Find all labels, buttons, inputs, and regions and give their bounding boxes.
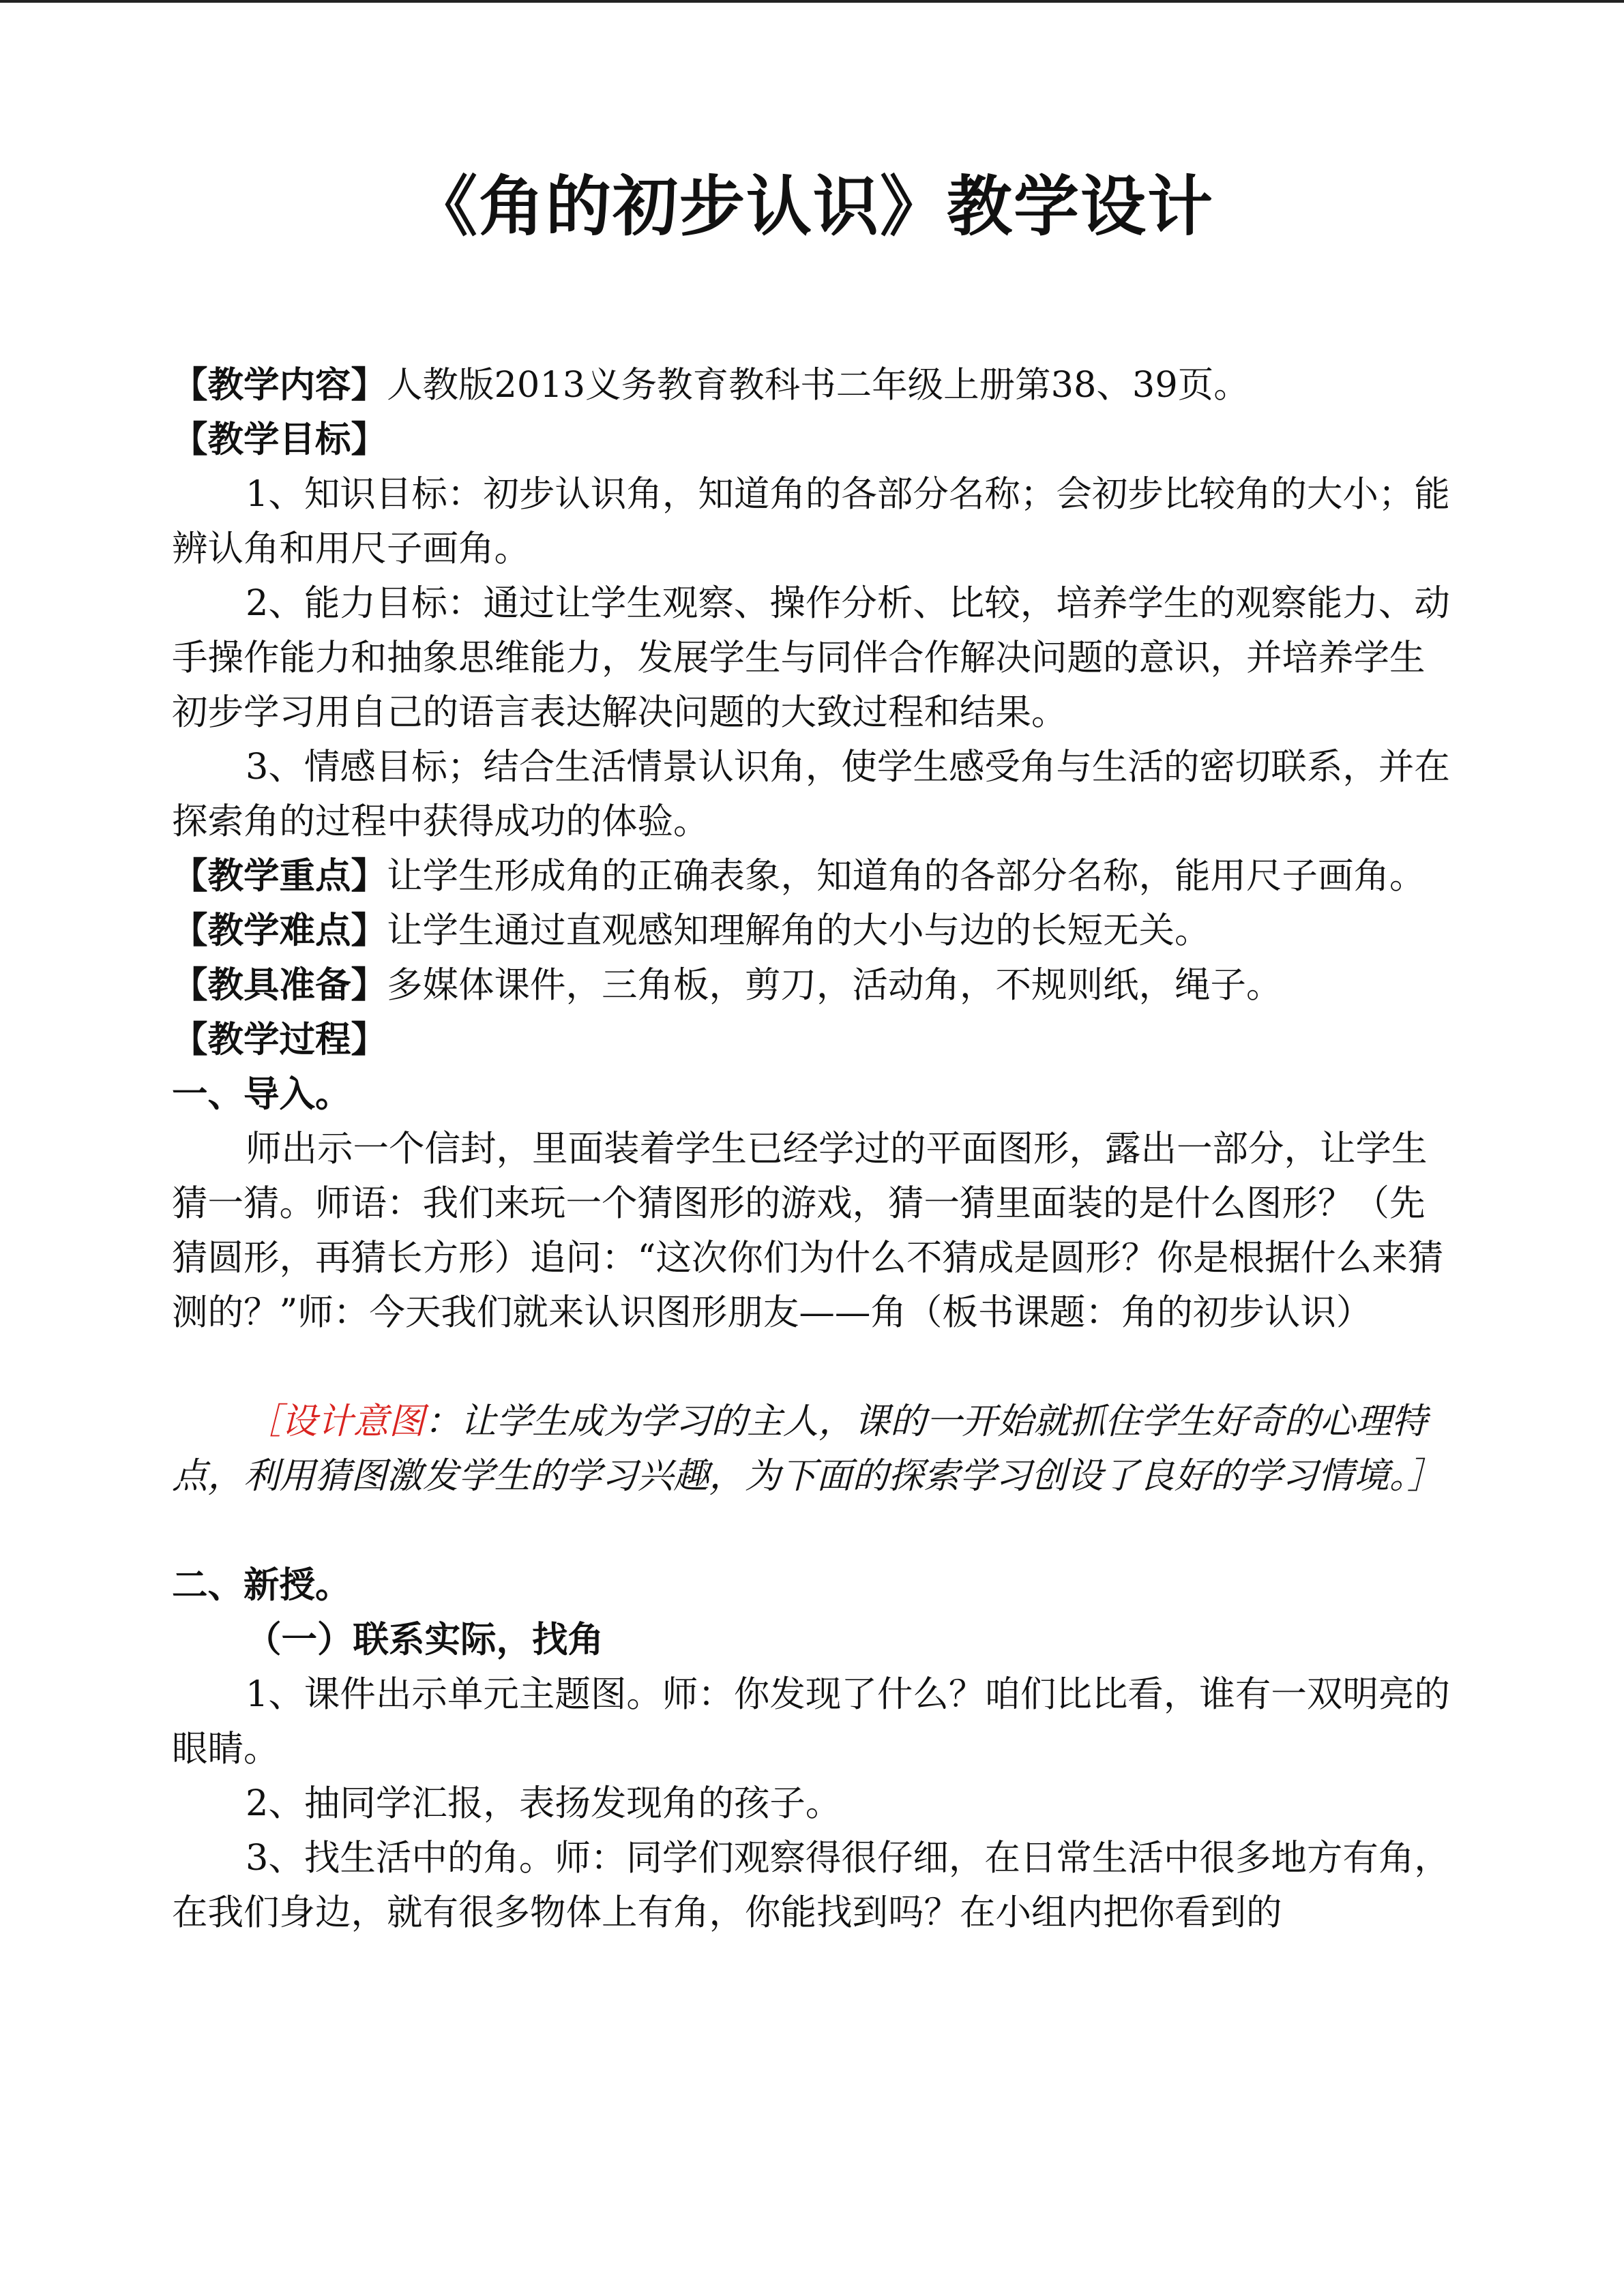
teaching-content-paragraph (172, 358, 1454, 413)
teaching-objectives-label: 【教学目标】 (172, 419, 387, 460)
design-note-text: ：让学生成为学习的主人，课的一开始就抓住学生好奇的心理特点，利用猜图激发学生的学习兴趣，为下面的探索学习创设了良好的学习情境。］ (172, 1401, 1443, 1497)
new-lesson-item-3: 3、找生活中的角。师：同学们观察得很仔细，在日常生活中很多地方有角，在我们身边，就有很多物体上有角，你能找到吗？在小组内把你看到的 (172, 1837, 1450, 1933)
design-note-open-bracket: ［ (246, 1401, 282, 1442)
teaching-content-text: 人教版2013义务教育教科书二年级上册第38、39页。 (387, 364, 1250, 406)
teaching-objectives-heading (172, 413, 1454, 467)
teaching-process-label: 【教学过程】 (172, 1019, 387, 1060)
objective-ability: 2、能力目标：通过让学生观察、操作分析、比较，培养学生的观察能力、动手操作能力和抽象思维能力，发展学生与同伴合作解决问题的意识，并培养学生初步学习用自己的语言表达解决问题的大致过程和结果。 (172, 582, 1450, 733)
materials-text: 多媒体课件，三角板，剪刀，活动角，不规则纸，绳子。 (387, 964, 1282, 1006)
new-lesson-item-2: 2、抽同学汇报，表扬发现角的孩子。 (246, 1783, 842, 1824)
new-lesson-heading: 二、新授。 (172, 1564, 351, 1606)
difficulties-paragraph (172, 904, 1454, 958)
objective-knowledge: 1、知识目标：初步认识角，知道角的各部分名称；会初步比较角的大小；能辨认角和用尺子画角。 (172, 473, 1450, 569)
design-note (172, 1395, 1454, 1504)
document-body (172, 358, 1454, 1940)
key-points-text: 让学生形成角的正确表象，知道角的各部分名称，能用尺子画角。 (387, 855, 1426, 897)
difficulties-label: 【教学难点】 (172, 910, 387, 951)
materials-paragraph (172, 958, 1454, 1013)
key-points-paragraph (172, 849, 1454, 904)
intro-paragraph: 师出示一个信封，里面装着学生已经学过的平面图形，露出一部分，让学生猜一猜。师语：我们来玩一个猜图形的游戏，猜一猜里面装的是什么图形？（先猜圆形，再猜长方形）追问：“这次你们为什么不猜成是圆形？你是根据什么来猜测的？”师：今天我们就来认识图形朋友——角（板书课题：角的初步认识） (172, 1128, 1444, 1333)
teaching-content-label: 【教学内容】 (172, 364, 387, 406)
key-points-label: 【教学重点】 (172, 855, 387, 897)
objective-emotion: 3、情感目标；结合生活情景认识角，使学生感受角与生活的密切联系，并在探索角的过程中获得成功的体验。 (172, 746, 1450, 842)
design-note-key: 设计意图 (281, 1401, 425, 1442)
intro-heading: 一、导入。 (172, 1073, 351, 1115)
document-title: 《角的初步认识》教学设计 (412, 168, 1214, 245)
new-lesson-subheading: （一）联系实际，找角 (246, 1619, 604, 1660)
materials-label: 【教具准备】 (172, 964, 387, 1006)
teaching-process-heading (172, 1013, 1454, 1067)
new-lesson-item-1: 1、课件出示单元主题图。师：你发现了什么？咱们比比看，谁有一双明亮的眼睛。 (172, 1673, 1450, 1770)
page-top-border (0, 0, 1624, 3)
difficulties-text: 让学生通过直观感知理解角的大小与边的长短无关。 (387, 910, 1211, 951)
